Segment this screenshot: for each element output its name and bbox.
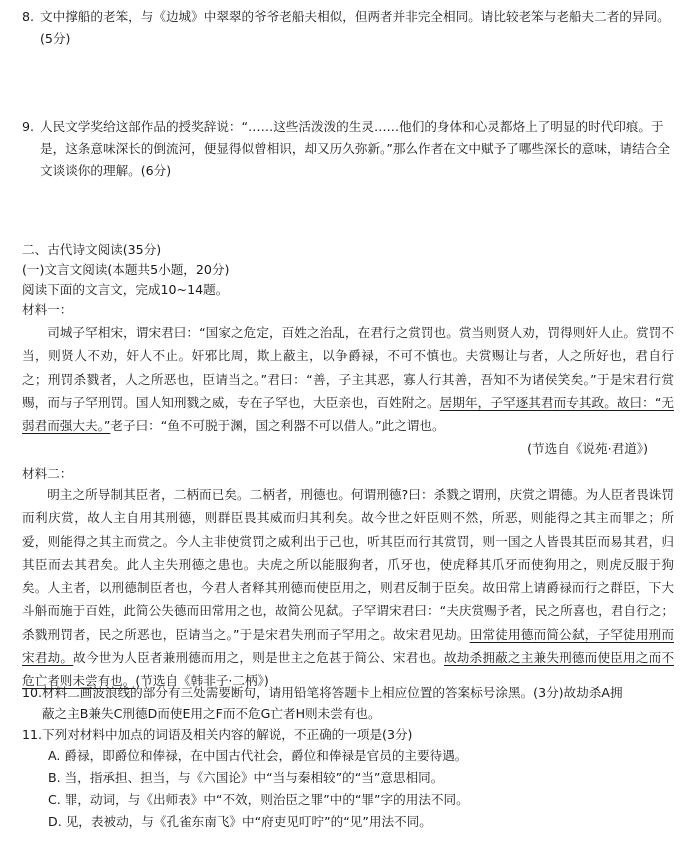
question-text: 文中撑船的老笨，与《边城》中翠翠的爷爷老船夫相似，但两者并非完全相同。请比较老笨与老船夫二者的异同。(5分) — [40, 9, 670, 46]
section-heading: 二、古代诗文阅读(35分) — [22, 242, 162, 257]
question-text: 人民文学奖给这部作品的授奖辞说：“……这些活泼泼的生灵……他们的身体和心灵都烙上了明显的时代印痕。于是，这条意味深长的倒流河，便显得似曾相识，却又历久弥新。”那么作者在文中赋予了哪些深长的意味，请结合全文谈谈你的理解。(6分) — [40, 119, 670, 178]
underlined-sentence: 田常徒用德而简公弑，子罕徒用刑而宋君劫。 — [22, 626, 674, 666]
material-1-passage — [22, 321, 674, 461]
passage-text: 老子曰：“鱼不可脱于渊，国之利器不可以借人。”此之谓也。 — [110, 418, 445, 434]
question-number: 10. — [22, 685, 43, 700]
question-9 — [22, 116, 674, 182]
option-a: A. 爵禄，即爵位和俸禄，在中国古代社会，爵位和俸禄是官员的主要待遇。 — [48, 748, 468, 763]
source-citation: (节选自《韩非子·二柄》) — [135, 673, 269, 689]
question-number: 9. — [22, 119, 35, 134]
source-citation: (节选自《说苑·君道》) — [527, 441, 648, 457]
question-number: 11. — [22, 727, 43, 742]
question-stem: 下列对材料中加点的词语及相关内容的解说，不正确的一项是(3分) — [42, 727, 413, 742]
passage-text: 故今世为人臣者兼刑德而用之，则是世主之危甚于简公、宋君也。 — [73, 650, 445, 666]
question-11 — [22, 724, 674, 745]
question-8 — [22, 6, 674, 50]
passage-text: 司城子罕相宋，谓宋君曰：“国家之危定，百姓之治乱，在君行之赏罚也。赏当则贤人劝，罚得则奸人止。赏罚不当，则贤人不劝，奸人不止。奸邪比周，欺上蔽主，以争爵禄，不可不慎也。夫赏赐让与者，人之所好也，君自行之；刑罚杀戮者，人之所恶也，臣请当之。”君曰：“善，子主其恶，寡人行其善，吾知不为诸侯笑矣。”于是宋君行赏赐，而与子罕刑罚。国人知刑戮之威，专在子罕也，大臣亲也，百姓附之。 — [22, 325, 674, 410]
question-10 — [22, 682, 674, 724]
reading-instruction: 阅读下面的文言文，完成10~14题。 — [22, 282, 229, 297]
option-d: D. 见，表被动，与《孔雀东南飞》中“府吏见叮咛”的“见”用法不同。 — [48, 814, 432, 829]
question-line: 材料二画波浪线的部分有三处需要断句，请用铅笔将答题卡上相应位置的答案标号涂黑。(3分)故劫杀A拥 — [42, 685, 623, 700]
option-c: C. 罪，动词，与《出师表》中“不效，则治臣之罪”中的“罪”字的用法不同。 — [48, 792, 469, 807]
wavy-underlined-sentence: 故劫杀拥蔽之主兼失刑德而使臣用之而不危亡者则未尝有也。 — [22, 650, 675, 689]
material-2-label: 材料二： — [22, 466, 73, 481]
question-line: 蔽之主B兼失C刑德D而使E用之F而不危G亡者H则未尝有也。 — [42, 706, 381, 721]
question-text — [42, 682, 674, 724]
subsection-heading: (一)文言文阅读(本题共5小题，20分) — [22, 262, 230, 277]
option-b: B. 当，指承担、担当，与《六国论》中“当与秦相较”的“当”意思相同。 — [48, 770, 444, 785]
underlined-sentence: 居期年，子罕逐其君而专其政。故曰：“无弱君而强大夫。” — [22, 394, 674, 434]
question-number: 8. — [22, 9, 35, 24]
material-2-passage — [22, 483, 674, 693]
passage-text: 明主之所导制其臣者，二柄而已矣。二柄者，刑德也。何谓刑德?曰：杀戮之谓刑，庆赏之谓德。为人臣者畏诛罚而利庆赏，故人主自用其刑德，则群臣畏其威而归其利矣。故今世之奸臣则不然，所恶，则能得之其主而罪之；所爱，则能得之其主而赏之。今人主非使赏罚之威利出于己也，听其臣而行其赏罚，则一国之人皆畏其臣而易其君，归其臣而去其君矣。此人主失刑德之患也。夫虎之所以能服狗者，爪牙也，使虎释其爪牙而使狗用之，则虎反服于狗矣。人主者，以刑德制臣者也，今君人者释其刑德而使臣用之，则君反制于臣矣。故田常上请爵禄而行之群臣，下大斗斛而施于百姓，此简公失德而田常用之也，故简公见弑。子罕谓宋君曰：“夫庆赏赐予者，民之所喜也，君自行之；杀戮刑罚者，民之所恶也，臣请当之。”于是宋君失刑而子罕用之。故宋君见劫。 — [22, 487, 674, 642]
material-1-label: 材料一： — [22, 302, 73, 317]
